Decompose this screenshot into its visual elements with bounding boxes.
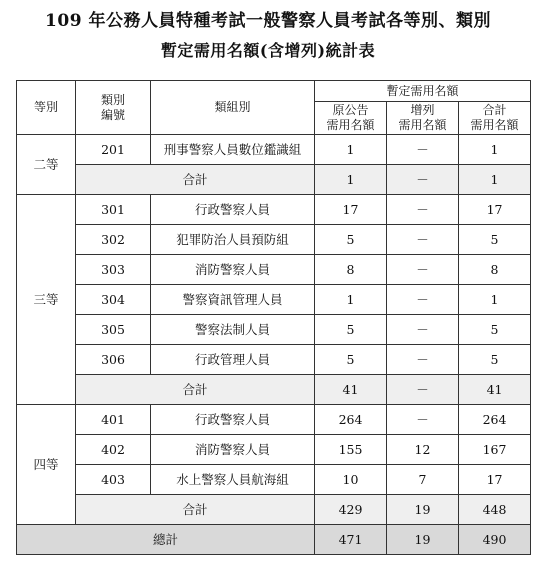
- table-row: [17, 435, 531, 465]
- sum-cell: 8: [459, 255, 531, 285]
- subtotal-label: 合計: [76, 495, 315, 525]
- header-orig-line1: 原公告: [332, 103, 369, 117]
- header-group: 類組別: [151, 81, 315, 135]
- table-row: [17, 225, 531, 255]
- subtotal-row: [17, 375, 531, 405]
- document-title: 109 年公務人員特種考試一般警察人員考試各等別、類別: [45, 11, 491, 31]
- grand-total-label: 總計: [17, 525, 315, 555]
- code-cell: 302: [76, 225, 151, 255]
- add-cell: －: [387, 195, 459, 225]
- code-cell: 305: [76, 315, 151, 345]
- group-cell: 行政警察人員: [151, 195, 315, 225]
- group-cell: 刑事警察人員數位鑑識組: [151, 135, 315, 165]
- table-row: [17, 465, 531, 495]
- sum-cell: 5: [459, 225, 531, 255]
- grand-total-orig: 471: [315, 525, 387, 555]
- orig-cell: 10: [315, 465, 387, 495]
- quota-table: [16, 80, 531, 555]
- code-cell: 402: [76, 435, 151, 465]
- subtotal-row: [17, 495, 531, 525]
- code-cell: 401: [76, 405, 151, 435]
- group-cell: 消防警察人員: [151, 435, 315, 465]
- subtotal-sum: 1: [459, 165, 531, 195]
- add-cell: 12: [387, 435, 459, 465]
- orig-cell: 155: [315, 435, 387, 465]
- grade-cell: 四等: [17, 405, 76, 525]
- add-cell: －: [387, 345, 459, 375]
- header-sum-line1: 合計: [482, 103, 507, 117]
- subtotal-row: [17, 165, 531, 195]
- add-cell: －: [387, 255, 459, 285]
- sum-cell: 17: [459, 195, 531, 225]
- subtotal-sum: 41: [459, 375, 531, 405]
- header-orig-line2: 需用名額: [326, 118, 375, 132]
- add-cell: －: [387, 225, 459, 255]
- table-row: [17, 135, 531, 165]
- code-cell: 403: [76, 465, 151, 495]
- subtotal-orig: 41: [315, 375, 387, 405]
- group-cell: 警察法制人員: [151, 315, 315, 345]
- group-cell: 水上警察人員航海組: [151, 465, 315, 495]
- group-cell: 警察資訊管理人員: [151, 285, 315, 315]
- table-row: [17, 315, 531, 345]
- table-row: [17, 255, 531, 285]
- orig-cell: 5: [315, 345, 387, 375]
- group-cell: 犯罪防治人員預防組: [151, 225, 315, 255]
- subtotal-add: －: [387, 375, 459, 405]
- orig-cell: 264: [315, 405, 387, 435]
- header-grade: 等別: [17, 81, 76, 135]
- add-cell: 7: [387, 465, 459, 495]
- sum-cell: 5: [459, 345, 531, 375]
- subtotal-label: 合計: [76, 375, 315, 405]
- header-row: [17, 81, 531, 102]
- orig-cell: 17: [315, 195, 387, 225]
- orig-cell: 8: [315, 255, 387, 285]
- add-cell: －: [387, 405, 459, 435]
- table-row: [17, 345, 531, 375]
- code-cell: 303: [76, 255, 151, 285]
- orig-cell: 1: [315, 285, 387, 315]
- grand-total-sum: 490: [459, 525, 531, 555]
- header-code-line2: 編號: [100, 107, 125, 122]
- document-subtitle: 暫定需用名額(含增列)統計表: [160, 41, 376, 60]
- header-add: [387, 102, 459, 135]
- header-add-line1: 增列: [410, 103, 435, 117]
- subtotal-sum: 448: [459, 495, 531, 525]
- orig-cell: 5: [315, 315, 387, 345]
- table-row: [17, 405, 531, 435]
- sum-cell: 17: [459, 465, 531, 495]
- sum-cell: 167: [459, 435, 531, 465]
- sum-cell: 1: [459, 285, 531, 315]
- sum-cell: 5: [459, 315, 531, 345]
- group-cell: 消防警察人員: [151, 255, 315, 285]
- header-code-line1: 類別: [100, 92, 125, 107]
- code-cell: 201: [76, 135, 151, 165]
- grand-total-add: 19: [387, 525, 459, 555]
- group-cell: 行政管理人員: [151, 345, 315, 375]
- subtotal-add: 19: [387, 495, 459, 525]
- header-sum-line2: 需用名額: [470, 118, 519, 132]
- grade-cell: 二等: [17, 135, 76, 195]
- header-orig: [315, 102, 387, 135]
- sum-cell: 264: [459, 405, 531, 435]
- orig-cell: 1: [315, 135, 387, 165]
- header-quota: 暫定需用名額: [315, 81, 531, 102]
- add-cell: －: [387, 285, 459, 315]
- subtotal-label: 合計: [76, 165, 315, 195]
- group-cell: 行政警察人員: [151, 405, 315, 435]
- grade-cell: 三等: [17, 195, 76, 405]
- table-row: [17, 195, 531, 225]
- code-cell: 304: [76, 285, 151, 315]
- table-row: [17, 285, 531, 315]
- code-cell: 301: [76, 195, 151, 225]
- code-cell: 306: [76, 345, 151, 375]
- grand-total-row: [17, 525, 531, 555]
- header-sum: [459, 102, 531, 135]
- header-code: [76, 81, 151, 135]
- orig-cell: 5: [315, 225, 387, 255]
- add-cell: －: [387, 315, 459, 345]
- sum-cell: 1: [459, 135, 531, 165]
- subtotal-add: －: [387, 165, 459, 195]
- header-add-line2: 需用名額: [398, 118, 447, 132]
- subtotal-orig: 429: [315, 495, 387, 525]
- add-cell: －: [387, 135, 459, 165]
- subtotal-orig: 1: [315, 165, 387, 195]
